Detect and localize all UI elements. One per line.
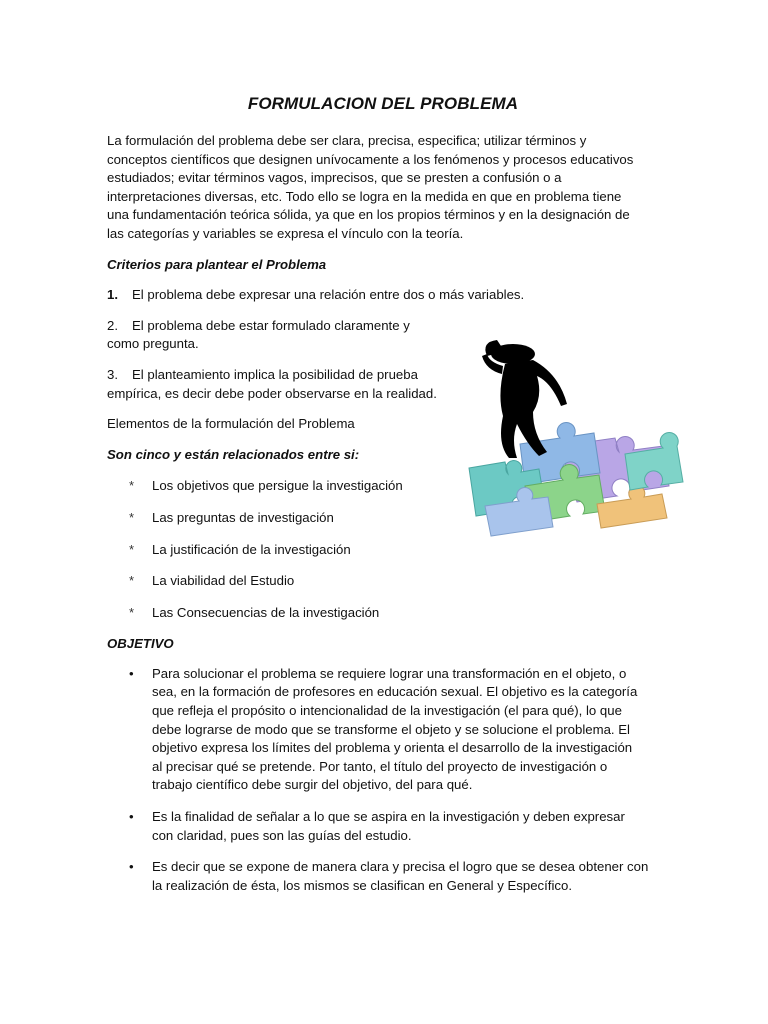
criteria-item-3 <box>107 366 457 403</box>
criteria-text: El planteamiento implica la posibilidad de prueba <box>132 366 418 382</box>
intro-paragraph <box>107 132 659 244</box>
criteria-number: 3. <box>107 366 118 382</box>
intro-line: una fundamentación teórica sólida, ya que en los propios términos y en la designación de <box>107 207 630 223</box>
list-item <box>107 808 659 845</box>
objective-line: Es la finalidad de señalar a lo que se aspira en la investigación y deben expresar <box>152 809 625 825</box>
star-bullet-icon: * <box>129 573 135 589</box>
criteria-list <box>107 286 525 464</box>
puzzle-pieces <box>469 422 683 536</box>
objective-line: que refleja el propósito o intencionalidad de la investigación (el para qué), lo que <box>152 703 622 719</box>
criteria-heading: Criterios para plantear el Problema <box>107 256 327 272</box>
elements-subtitle: Son cinco y están relacionados entre si: <box>107 446 360 462</box>
intro-line: las categorías y variables se expresa el vínculo con la teoría. <box>107 225 464 241</box>
criteria-item-1 <box>107 286 659 305</box>
intro-line: interpretaciones diversas, etc. Todo ello se logra en la medida en que en problema tiene <box>107 188 622 204</box>
criteria-item-2 <box>107 317 457 354</box>
criteria-text-cont: empírica, es decir debe poder observarse en la realidad. <box>107 385 437 401</box>
intro-line: conceptos científicos que designen unívocamente a los fenómenos y procesos educativos <box>107 151 634 167</box>
element-text: Los objetivos que persigue la investigación <box>152 478 403 494</box>
criteria-number: 2. <box>107 317 118 333</box>
criteria-text-cont: como pregunta. <box>107 336 199 352</box>
puzzle-figure-illustration <box>465 336 687 546</box>
intro-line: estudiados; evitar términos vagos, imprecisos, que se presten a confusión o a <box>107 170 562 186</box>
bullet-icon: • <box>129 809 134 825</box>
objective-line: Para solucionar el problema se requiere lograr una transformación en el objeto, o <box>152 665 627 681</box>
criteria-text: El problema debe estar formulado claramente y <box>132 317 410 333</box>
bullet-icon: • <box>129 665 134 681</box>
element-text: La justificación de la investigación <box>152 541 351 557</box>
intro-line: La formulación del problema debe ser clara, precisa, especifica; utilizar términos y <box>107 133 587 148</box>
objective-line: Es decir que se expone de manera clara y precisa el logro que se desea obtener con <box>152 859 649 875</box>
star-bullet-icon: * <box>129 541 135 557</box>
element-text: Las Consecuencias de la investigación <box>152 604 380 620</box>
list-item <box>107 572 659 591</box>
star-bullet-icon: * <box>129 478 135 494</box>
element-text: Las preguntas de investigación <box>152 509 334 525</box>
page-title: FORMULACION DEL PROBLEMA <box>247 94 519 113</box>
objective-line: la realización de ésta, los mismos se clasifican en General y Específico. <box>152 877 572 893</box>
criteria-number: 1. <box>107 287 118 303</box>
objective-line: objetivo expresa los límites del problema y orienta el desarrollo de la investigación <box>152 740 633 756</box>
element-text: La viabilidad del Estudio <box>152 573 295 589</box>
bullet-icon: • <box>129 859 134 875</box>
elements-title: Elementos de la formulación del Problema <box>107 416 355 432</box>
objective-heading: OBJETIVO <box>107 636 174 652</box>
list-item <box>107 858 659 895</box>
objective-list <box>107 665 659 896</box>
criteria-text: El problema debe expresar una relación entre dos o más variables. <box>132 287 525 303</box>
objective-line: trabajo científico debe surgir del objetivo, del para qué. <box>152 777 473 793</box>
list-item <box>107 665 659 795</box>
list-item <box>107 604 659 623</box>
objective-line: con claridad, pues son las guías del estudio. <box>152 827 412 843</box>
objective-line: al precisar qué se pretende. Por tanto, el título del proyecto de investigación o <box>152 758 608 774</box>
objective-line: sea, en la formación de profesores en educación sexual. El objetivo es la categoría <box>152 684 638 700</box>
star-bullet-icon: * <box>129 604 135 620</box>
objective-line: debe lograrse de modo que se transforme el objeto y se solucione el problema. El <box>152 721 630 737</box>
star-bullet-icon: * <box>129 509 135 525</box>
